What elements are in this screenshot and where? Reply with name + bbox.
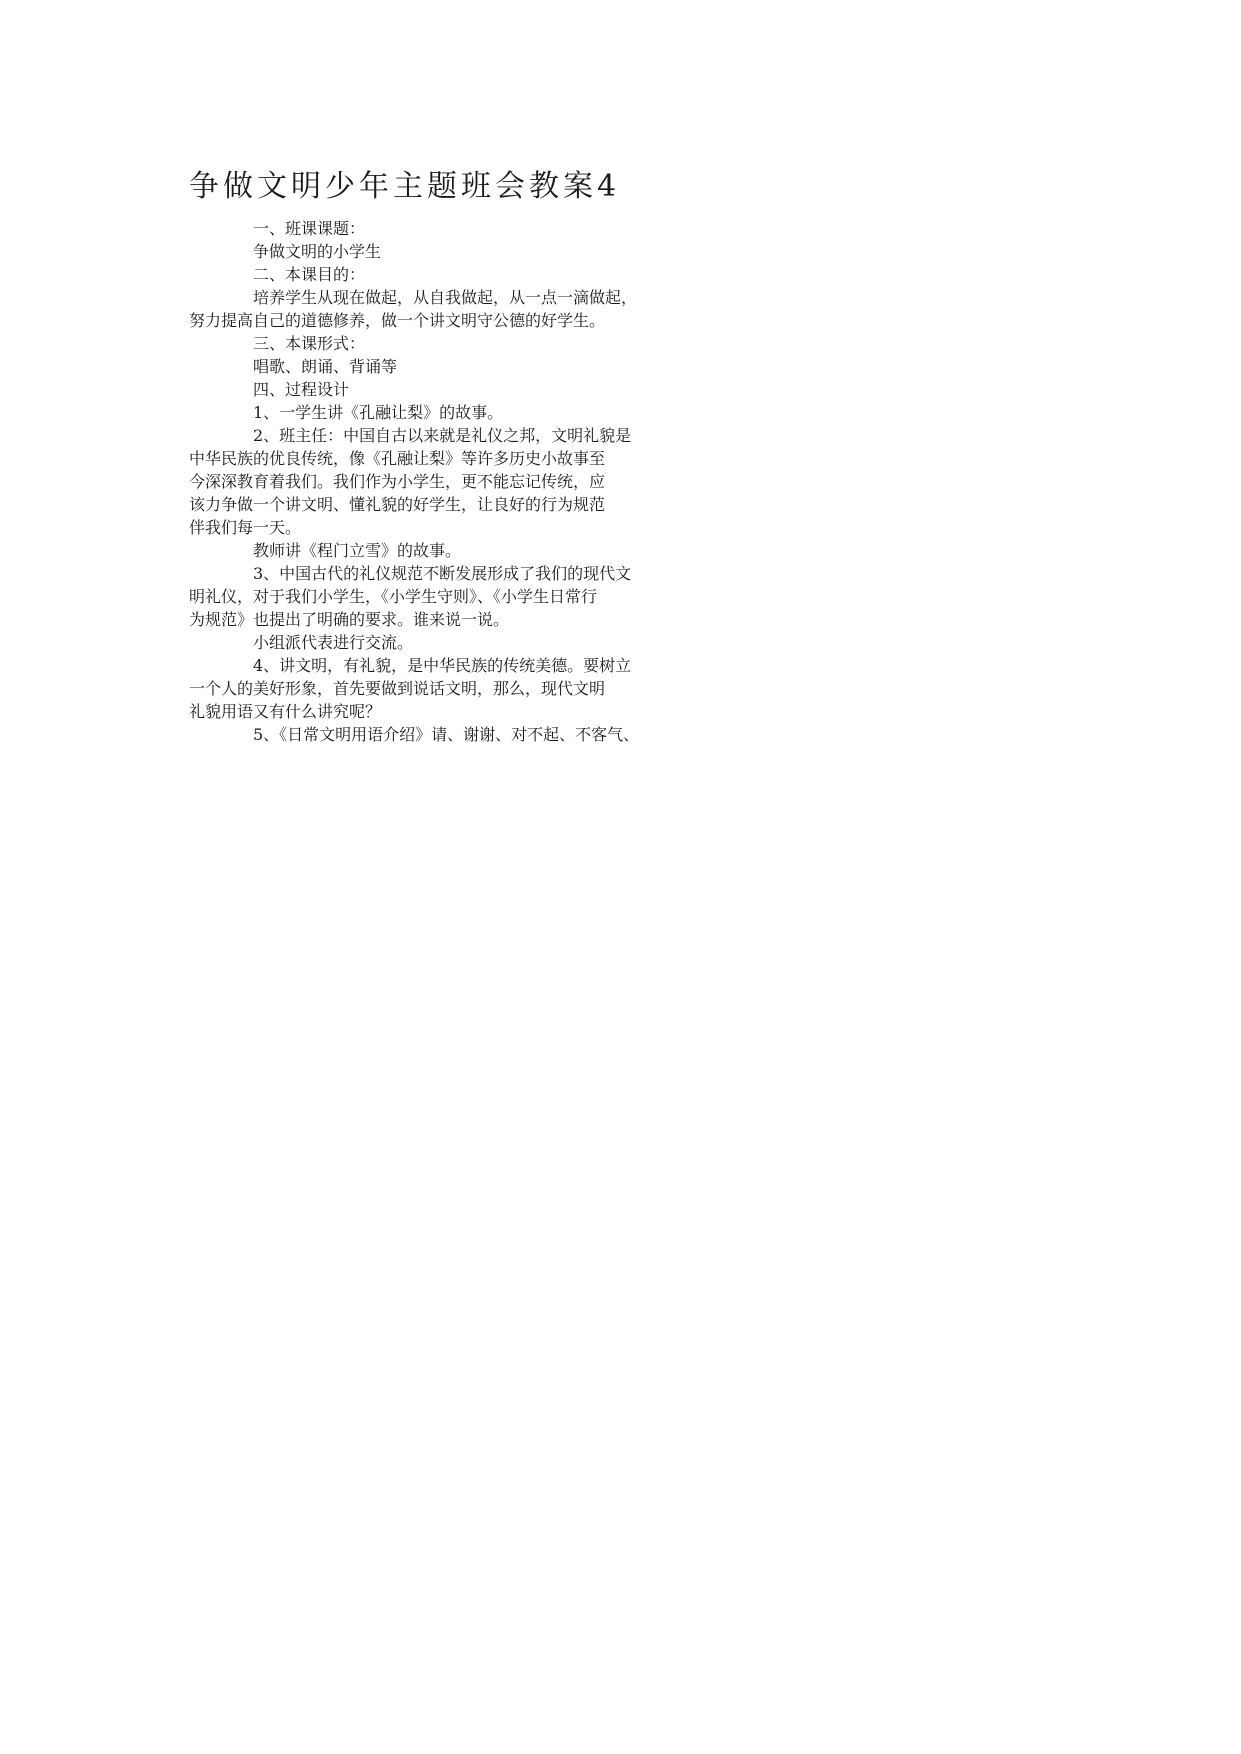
process-step-2-line: 2、班主任：中国自古以来就是礼仪之邦，文明礼貌是	[253, 426, 632, 445]
process-step-5-line: 5、《日常文明用语介绍》请、谢谢、对不起、不客气、	[253, 725, 640, 744]
process-step-4-line: 4、讲文明，有礼貌，是中华民族的传统美德。要树立	[253, 656, 632, 675]
topic-text: 争做文明的小学生	[253, 242, 382, 261]
format-text: 唱歌、朗诵、背诵等	[253, 357, 398, 376]
process-step-2-line: 中华民族的优良传统，像《孔融让梨》等许多历史小故事至	[189, 449, 606, 468]
document-body	[189, 158, 1069, 745]
purpose-text-line: 培养学生从现在做起，从自我做起，从一点一滴做起，	[253, 288, 638, 307]
process-step-4-line: 礼貌用语又有什么讲究呢？	[189, 702, 382, 721]
section-heading-purpose: 二、本课目的：	[253, 265, 366, 284]
process-step-3-line: 为规范》也提出了明确的要求。谁来说一说。	[189, 610, 510, 629]
process-step-2-line: 伴我们每一天。	[189, 518, 302, 537]
section-heading-process: 四、过程设计	[253, 380, 350, 399]
section-heading-format: 三、本课形式：	[253, 334, 366, 353]
document-title: 争做文明少年主题班会教案4	[189, 169, 621, 204]
process-step-3-line: 3、中国古代的礼仪规范不断发展形成了我们的现代文	[253, 564, 632, 583]
process-step-4-line: 一个人的美好形象，首先要做到说话文明，那么，现代文明	[189, 679, 606, 698]
process-step-2-line: 该力争做一个讲文明、懂礼貌的好学生，让良好的行为规范	[189, 495, 606, 514]
process-step-2-line: 今深深教育着我们。我们作为小学生，更不能忘记传统，应	[189, 472, 606, 491]
process-step-1: 1、一学生讲《孔融让梨》的故事。	[253, 403, 504, 422]
teacher-story-text: 教师讲《程门立雪》的故事。	[253, 541, 462, 560]
purpose-text-line: 努力提高自己的道德修养，做一个讲文明守公德的好学生。	[189, 311, 606, 330]
group-exchange-text: 小组派代表进行交流。	[253, 633, 414, 652]
process-step-3-line: 明礼仪，对于我们小学生，《小学生守则》、《小学生日常行	[189, 587, 598, 606]
section-heading-topic: 一、班课课题：	[253, 219, 366, 238]
